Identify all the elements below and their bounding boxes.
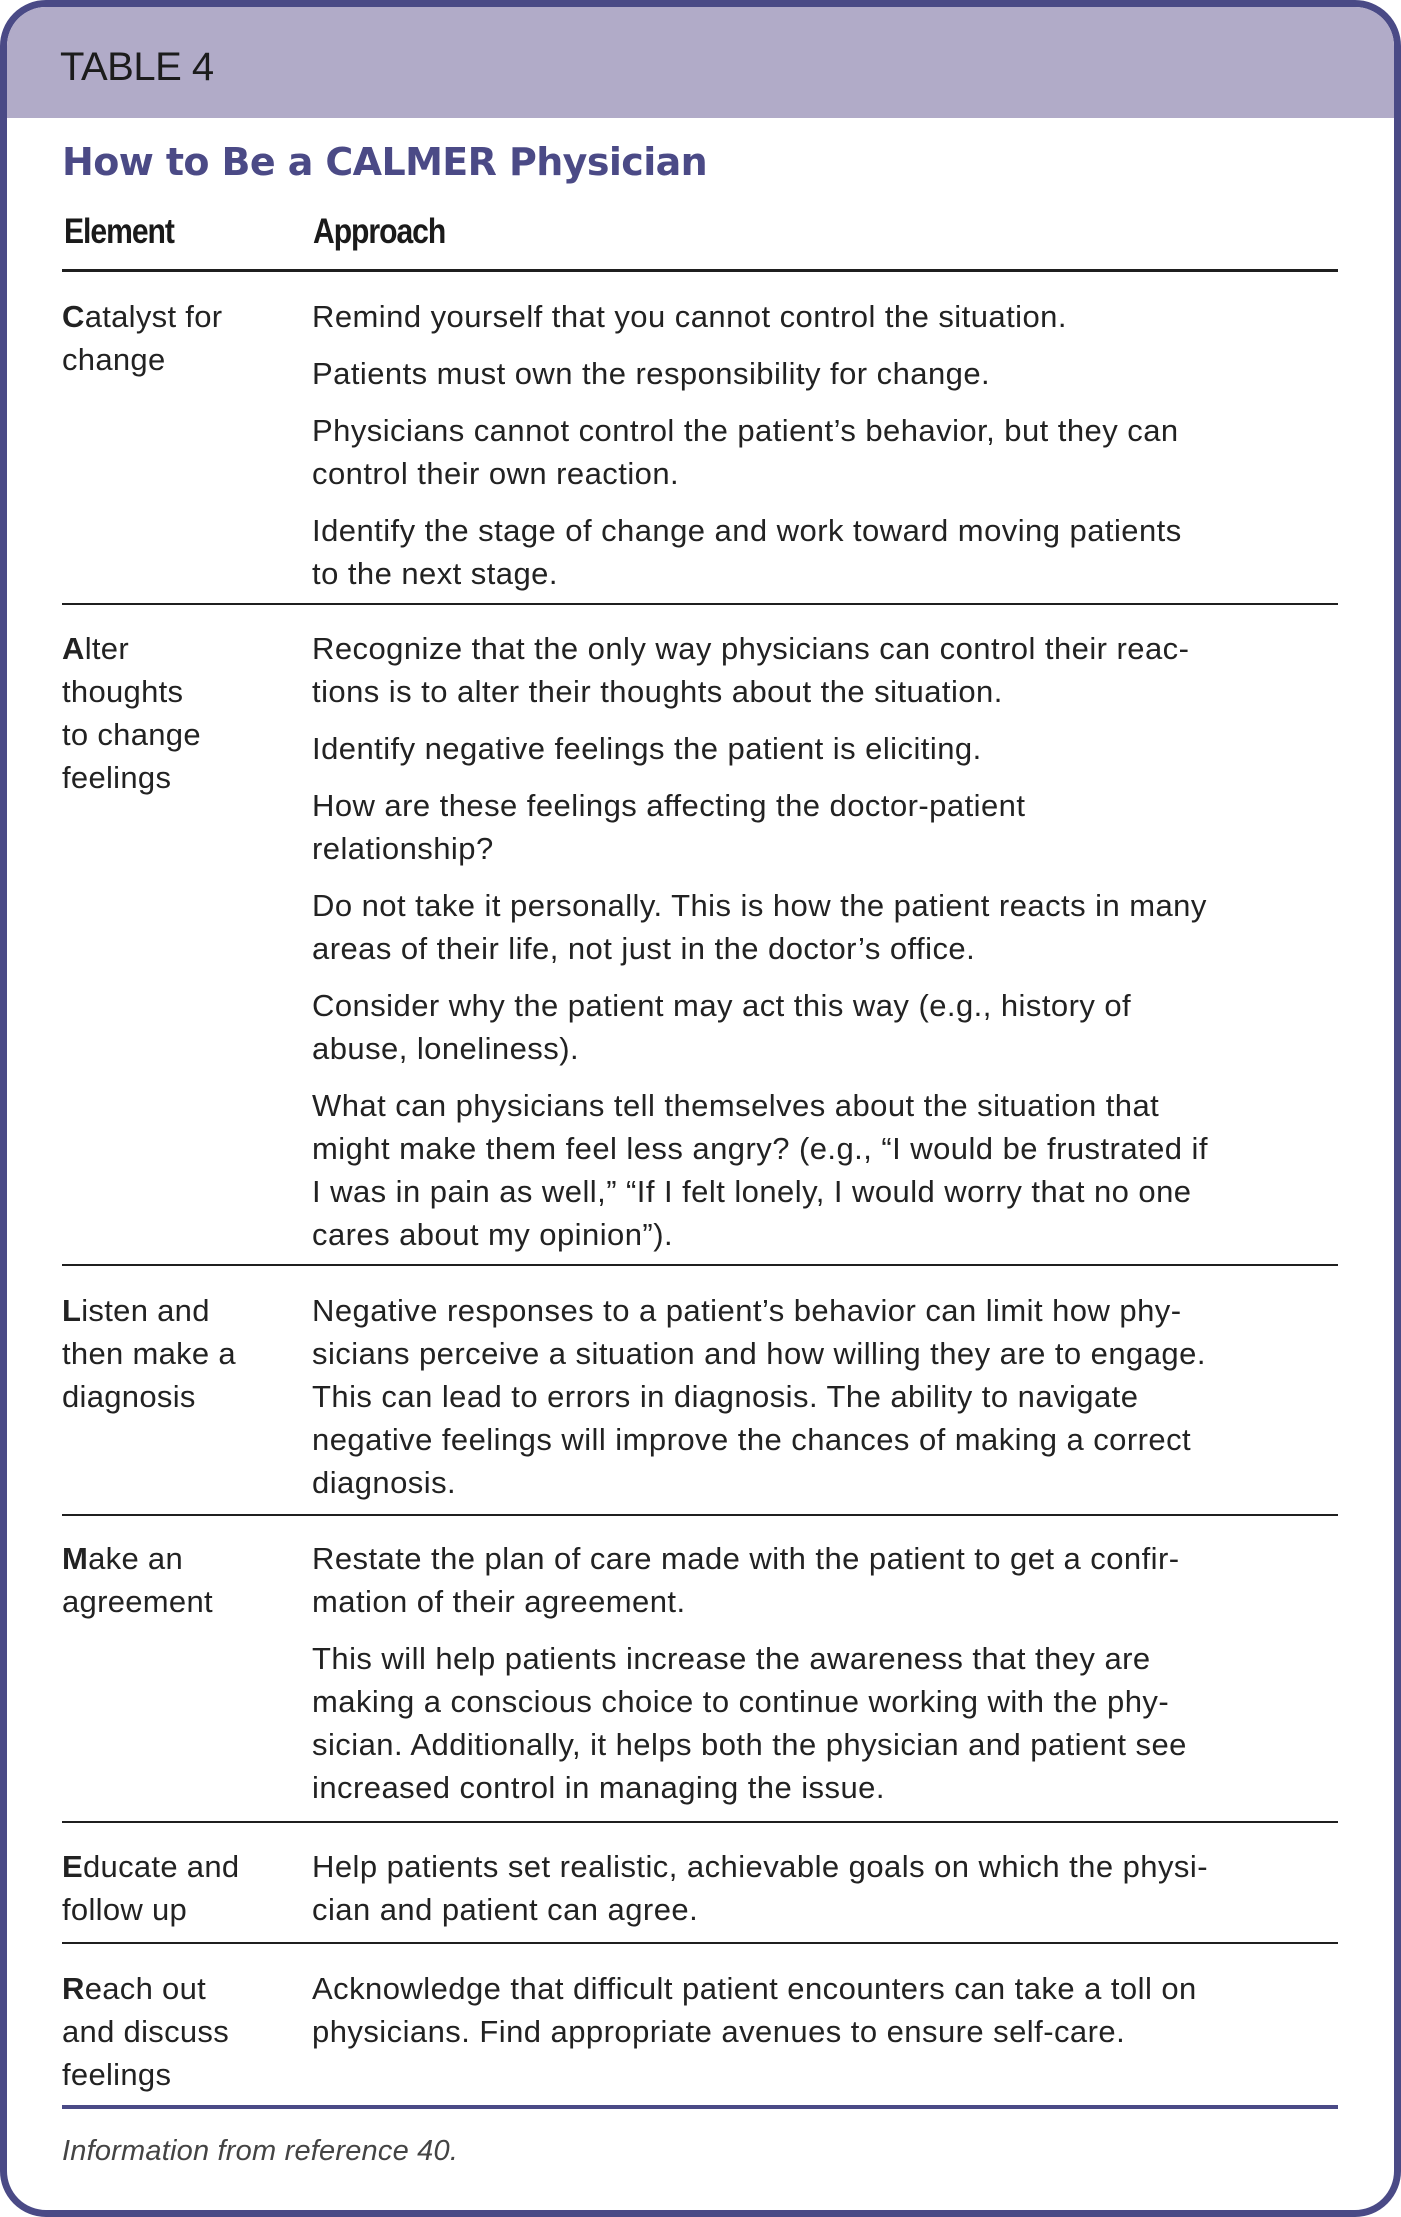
approach-line: Restate the plan of care made with the patient to get a confir-	[312, 1541, 1180, 1576]
element-text: lter	[84, 631, 129, 666]
column-header-element: Element	[64, 212, 174, 251]
element-line	[62, 2053, 302, 2096]
approach-line: cares about my opinion”).	[312, 1217, 674, 1252]
approach-cell	[312, 295, 1342, 609]
approach-item	[312, 409, 1342, 495]
approach-item	[312, 727, 1342, 770]
approach-line: Patients must own the responsibility for change.	[312, 356, 991, 391]
table-label: TABLE 4	[60, 45, 214, 89]
approach-cell	[312, 1537, 1342, 1823]
approach-line: This can lead to errors in diagnosis. The ability to navigate	[312, 1379, 1139, 1414]
element-text: follow up	[62, 1892, 188, 1927]
approach-cell	[312, 1845, 1342, 1945]
approach-item	[312, 1845, 1342, 1931]
approach-line: areas of their life, not just in the doctor’s office.	[312, 931, 976, 966]
element-text: change	[62, 342, 166, 377]
table-header-band	[7, 7, 1394, 118]
element-line	[62, 1375, 302, 1418]
approach-item	[312, 1289, 1342, 1504]
element-initial: R	[62, 1971, 85, 2006]
approach-item	[312, 984, 1342, 1070]
approach-line: abuse, loneliness).	[312, 1031, 580, 1066]
approach-line: Consider why the patient may act this way (e.g., history of	[312, 988, 1132, 1023]
element-text: atalyst for	[84, 299, 223, 334]
element-initial: M	[62, 1541, 89, 1576]
element-line	[62, 1967, 302, 2010]
approach-line: Identify negative feelings the patient is eliciting.	[312, 731, 982, 766]
element-text: agreement	[62, 1584, 213, 1619]
approach-line: physicians. Find appropriate avenues to ensure self-care.	[312, 2014, 1126, 2049]
table-bottom-rule	[62, 2105, 1338, 2109]
approach-line: relationship?	[312, 831, 494, 866]
approach-line: diagnosis.	[312, 1465, 457, 1500]
element-line	[62, 713, 302, 756]
approach-line: Identify the stage of change and work toward moving patients	[312, 513, 1182, 548]
element-text: feelings	[62, 2057, 172, 2092]
element-text: each out	[84, 1971, 207, 2006]
element-text: thoughts	[62, 674, 184, 709]
element-line	[62, 1537, 302, 1580]
element-cell	[62, 1967, 302, 2096]
approach-line: negative feelings will improve the chances of making a correct	[312, 1422, 1192, 1457]
header-rule	[62, 269, 1338, 272]
element-cell	[62, 627, 302, 799]
element-line	[62, 670, 302, 713]
approach-cell	[312, 627, 1342, 1270]
approach-item	[312, 509, 1342, 595]
element-text: ake an	[88, 1541, 184, 1576]
approach-line: sicians perceive a situation and how willing they are to engage.	[312, 1336, 1206, 1371]
element-text: then make a	[62, 1336, 236, 1371]
element-line	[62, 1888, 302, 1931]
element-cell	[62, 295, 302, 381]
approach-item	[312, 1637, 1342, 1809]
approach-line: to the next stage.	[312, 556, 558, 591]
table-title: How to Be a CALMER Physician	[62, 140, 708, 184]
row-divider	[62, 1514, 1338, 1516]
element-line	[62, 756, 302, 799]
element-text: diagnosis	[62, 1379, 196, 1414]
approach-item	[312, 1967, 1342, 2053]
approach-line: control their own reaction.	[312, 456, 680, 491]
approach-line: Help patients set realistic, achievable goals on which the physi-	[312, 1849, 1208, 1884]
approach-line: What can physicians tell themselves about the situation that	[312, 1088, 1160, 1123]
approach-item	[312, 784, 1342, 870]
approach-line: How are these feelings affecting the doctor-patient	[312, 788, 1026, 823]
row-divider	[62, 1821, 1338, 1823]
row-divider	[62, 603, 1338, 605]
row-divider	[62, 1942, 1338, 1944]
element-text: feelings	[62, 760, 172, 795]
approach-line: increased control in managing the issue.	[312, 1770, 885, 1805]
approach-line: making a conscious choice to continue working with the phy-	[312, 1684, 1170, 1719]
approach-line: mation of their agreement.	[312, 1584, 686, 1619]
approach-line: I was in pain as well,” “If I felt lonely, I would worry that no one	[312, 1174, 1192, 1209]
approach-item	[312, 295, 1342, 338]
element-line	[62, 1332, 302, 1375]
table-footnote: Information from reference 40.	[62, 2135, 459, 2167]
element-cell	[62, 1289, 302, 1418]
element-cell	[62, 1845, 302, 1931]
approach-line: Recognize that the only way physicians can control their reac-	[312, 631, 1190, 666]
approach-item	[312, 627, 1342, 713]
element-line	[62, 627, 302, 670]
element-line	[62, 1289, 302, 1332]
approach-line: Negative responses to a patient’s behavior can limit how phy-	[312, 1293, 1182, 1328]
approach-item	[312, 884, 1342, 970]
element-line	[62, 2010, 302, 2053]
approach-line: cian and patient can agree.	[312, 1892, 699, 1927]
approach-line: Physicians cannot control the patient’s behavior, but they can	[312, 413, 1179, 448]
approach-cell	[312, 1289, 1342, 1518]
element-initial: L	[62, 1293, 82, 1328]
element-text: ducate and	[82, 1849, 240, 1884]
element-line	[62, 338, 302, 381]
approach-item	[312, 1084, 1342, 1256]
element-line	[62, 295, 302, 338]
element-initial: C	[62, 299, 85, 334]
approach-line: Acknowledge that difficult patient encounters can take a toll on	[312, 1971, 1197, 2006]
element-text: isten and	[81, 1293, 210, 1328]
row-divider	[62, 1264, 1338, 1266]
approach-item	[312, 352, 1342, 395]
element-initial: A	[62, 631, 85, 666]
approach-item	[312, 1537, 1342, 1623]
approach-line: might make them feel less angry? (e.g., “I would be frustrated if	[312, 1131, 1208, 1166]
element-initial: E	[62, 1849, 83, 1884]
approach-line: Remind yourself that you cannot control the situation.	[312, 299, 1067, 334]
column-header-approach: Approach	[313, 212, 446, 251]
element-text: to change	[62, 717, 201, 752]
element-text: and discuss	[62, 2014, 230, 2049]
element-line	[62, 1580, 302, 1623]
approach-line: sician. Additionally, it helps both the physician and patient see	[312, 1727, 1187, 1762]
approach-cell	[312, 1967, 1342, 2067]
approach-line: tions is to alter their thoughts about the situation.	[312, 674, 1003, 709]
approach-line: Do not take it personally. This is how the patient reacts in many	[312, 888, 1207, 923]
element-line	[62, 1845, 302, 1888]
approach-line: This will help patients increase the awareness that they are	[312, 1641, 1151, 1676]
element-cell	[62, 1537, 302, 1623]
